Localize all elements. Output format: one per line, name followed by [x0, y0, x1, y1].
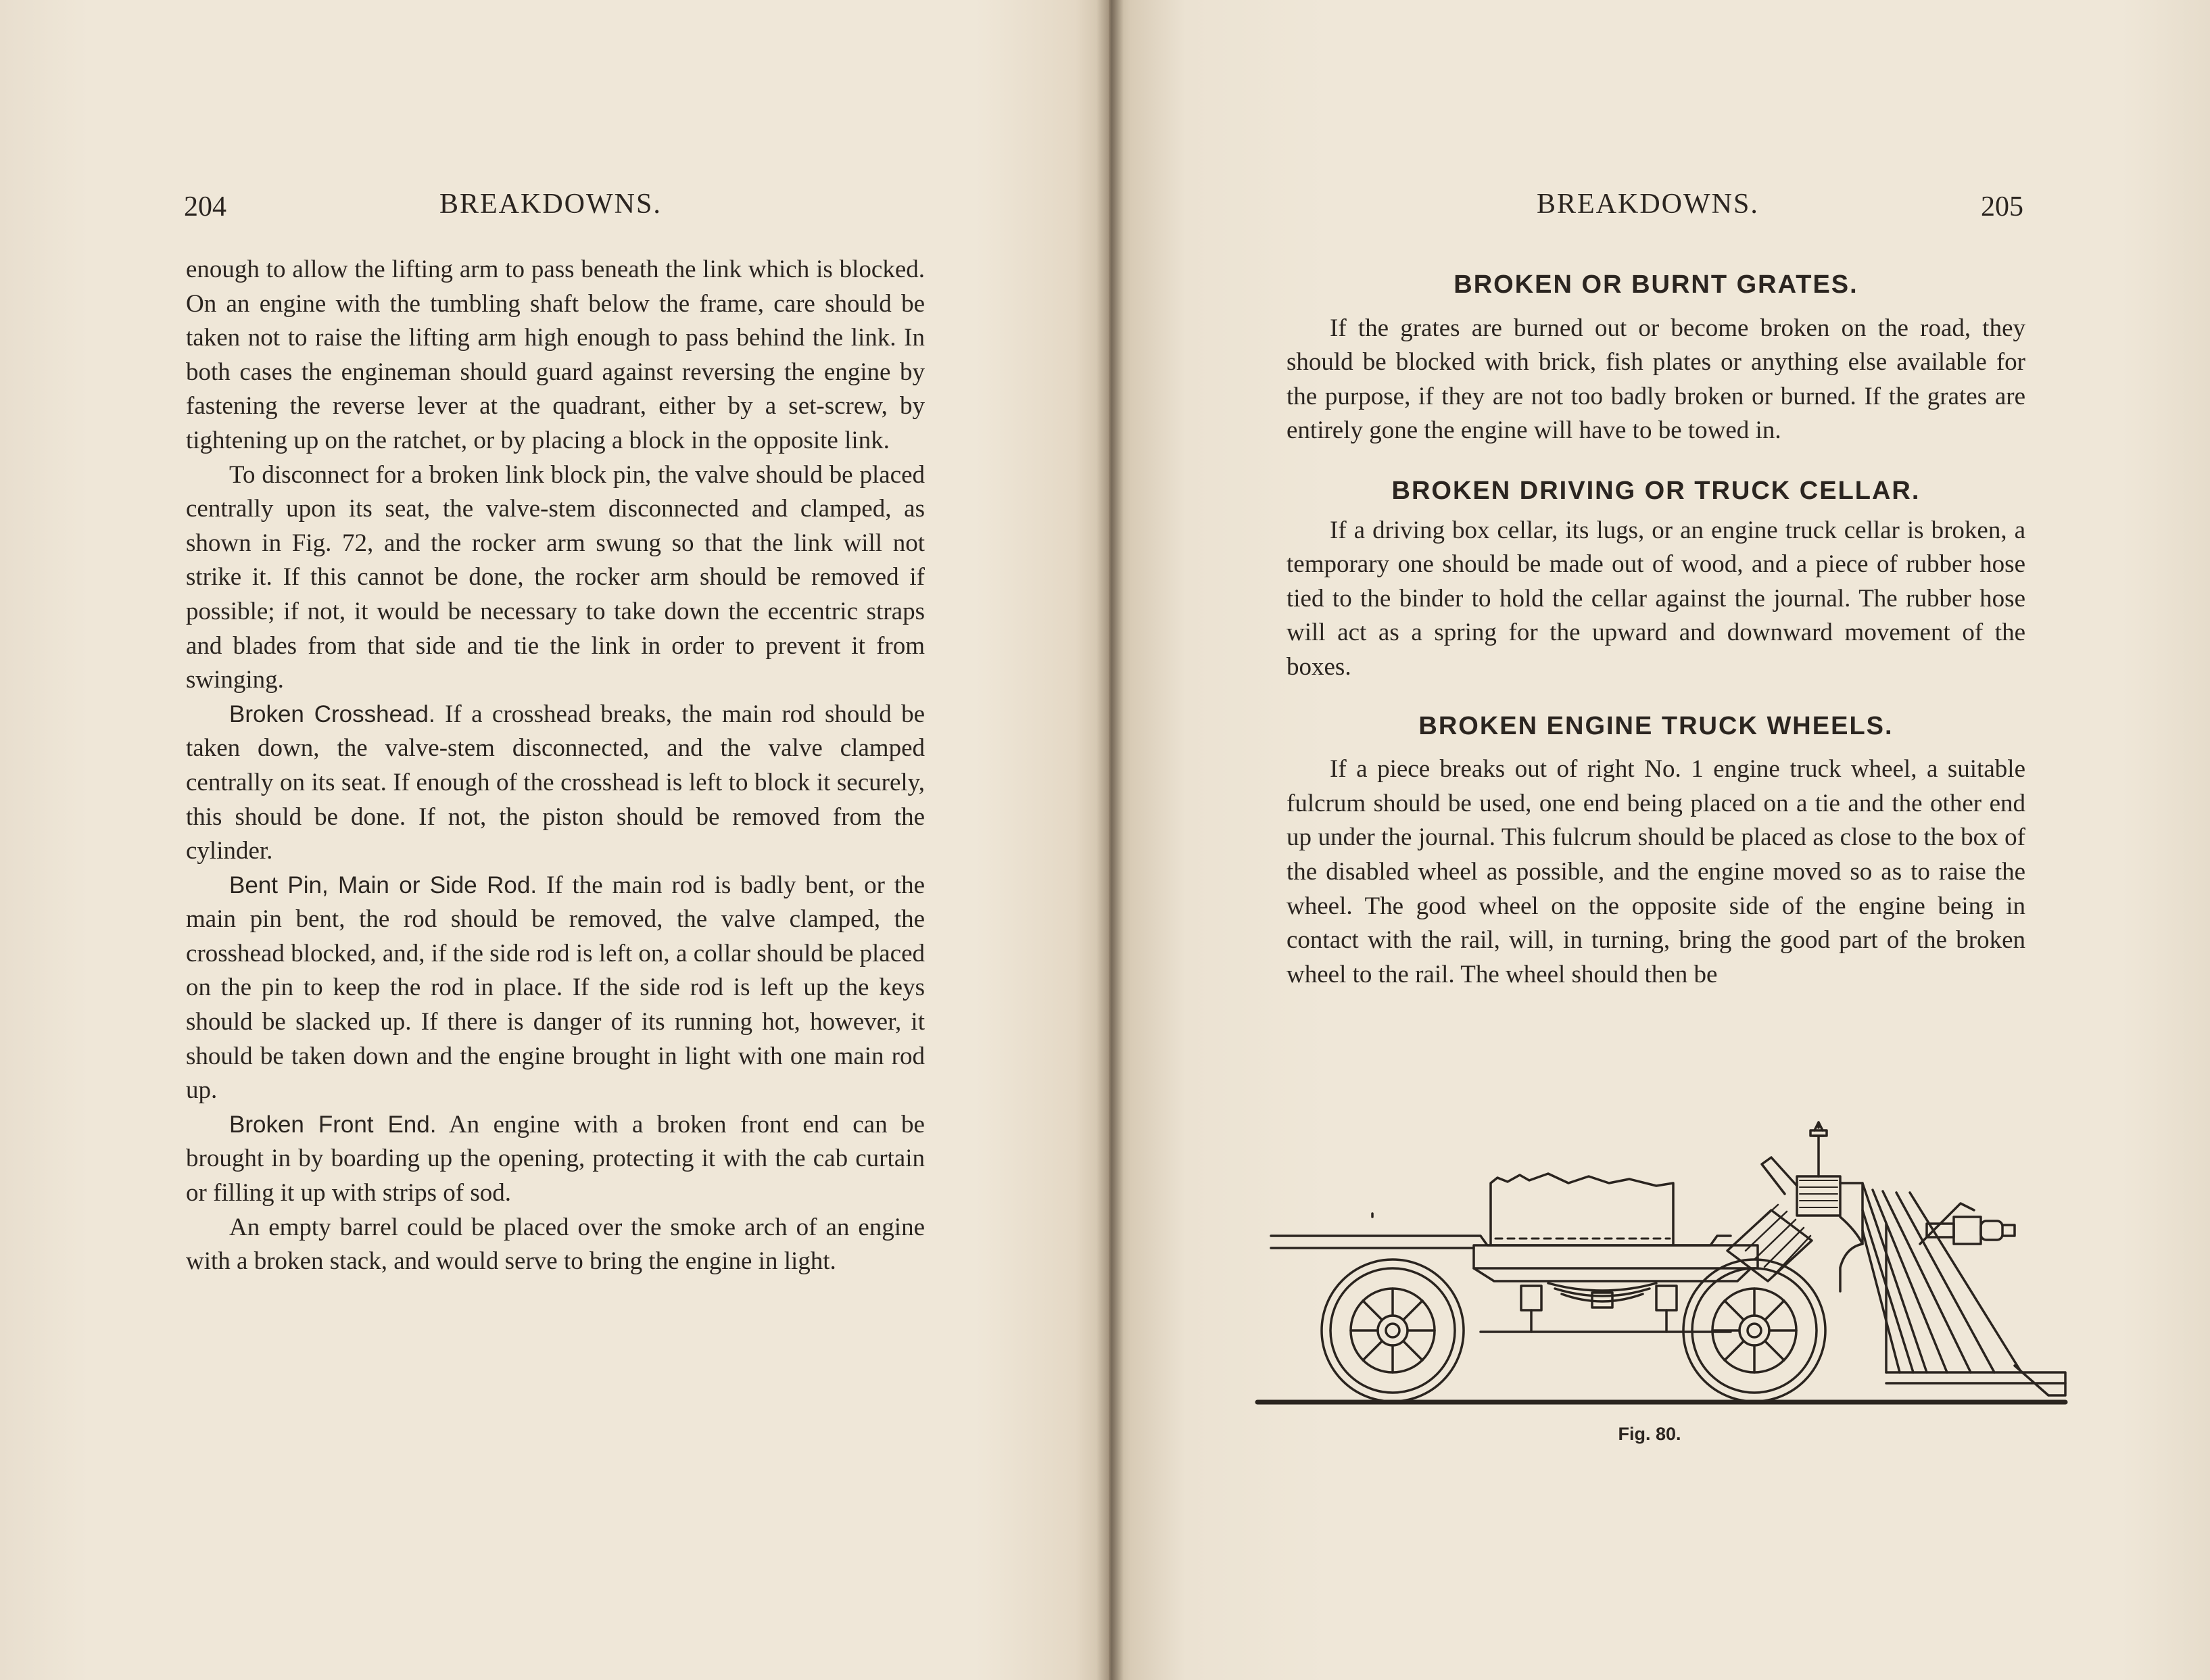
left-body-text	[186, 253, 925, 1279]
paragraph: If a driving box cellar, its lugs, or an engine truck cellar is broken, a temporary one should be made out of wood, and a piece of rubber hose tied to the binder to hold the cellar against the journal. The rubber hose will act as a spring for the upward and downward movement of the boxes.	[1287, 516, 2025, 681]
truck-wheel-right	[1683, 1259, 1825, 1401]
truck-wheel-left	[1322, 1259, 1464, 1401]
running-head-right: BREAKDOWNS.	[1537, 189, 1759, 220]
run-in-heading: Broken Front End.	[229, 1111, 437, 1138]
engine-truck-illustration	[1251, 1115, 2069, 1440]
paragraph	[186, 698, 925, 869]
page-number-left: 204	[184, 191, 226, 222]
section-heading: BROKEN OR BURNT GRATES.	[1454, 270, 1858, 299]
paragraph	[186, 1108, 925, 1211]
figure-caption: Fig. 80.	[1618, 1424, 1681, 1444]
section-heading: BROKEN ENGINE TRUCK WHEELS.	[1418, 711, 1894, 740]
paragraph-body: An engine with a broken front end can be brought in by boarding up the opening, protecting it with the cab curtain or filling it up with strips of sod.	[186, 1110, 925, 1207]
paragraph	[186, 869, 925, 1108]
run-in-heading: Broken Crosshead.	[229, 700, 435, 727]
book-gutter	[1097, 0, 1124, 1680]
paragraph: If the grates are burned out or become broken on the road, they should be blocked with brick, fish plates or anything else available for the purpose, if they are not too badly broken or burned. If the grates are entirely gone the engine will have to be towed in.	[1287, 314, 2025, 445]
paragraph: To disconnect for a broken link block pin, the valve should be placed centrally upon its seat, the valve-stem disconnected and clamped, as shown in Fig. 72, and the rocker arm swung so that the link will not strike it. If this cannot be done, the rocker arm should be removed if possible; if not, it would be necessary to take down the eccentric straps and blades from that side and tie the link in order to prevent it from swinging.	[186, 460, 925, 694]
right-body-text	[1287, 268, 2025, 992]
paragraph: enough to allow the lifting arm to pass beneath the link which is blocked. On an engine with the tumbling shaft below the frame, care should be taken not to raise the lifting arm high enough to pass behind the link. In both cases the engineman should guard against reversing the engine by fastening the reverse lever at the quadrant, either by a set-screw, by tightening up on the ratchet, or by placing a block in the opposite link.	[186, 256, 925, 454]
page-number-right: 205	[1981, 191, 2023, 222]
paragraph: If a piece breaks out of right No. 1 engine truck wheel, a suitable fulcrum should be used, one end being placed on a tie and the other end up under the journal. This fulcrum should be placed as close to the box of the disabled wheel as possible, and the engine moved so as to raise the wheel. The good wheel on the opposite side of the engine being in contact with the rail, will, in turning, bring the good part of the broken wheel to the rail. The wheel should then be	[1287, 755, 2025, 988]
pilot-struts	[1863, 1183, 2065, 1395]
section-heading: BROKEN DRIVING OR TRUCK CELLAR.	[1391, 476, 1921, 505]
paragraph: An empty barrel could be placed over the smoke arch of an engine with a broken stack, and would serve to bring the engine in light.	[186, 1213, 925, 1276]
running-head-left: BREAKDOWNS.	[439, 189, 662, 220]
run-in-heading: Bent Pin, Main or Side Rod.	[229, 871, 537, 898]
paragraph-body: If the main rod is badly bent, or the main pin bent, the rod should be removed, the valve clamped, the crosshead blocked, and, if the side rod is left on, a collar should be placed on the pin to keep the rod in place. If the side rod is left up the keys should be slacked up. If there is danger of its running hot, however, it should be taken down and the engine brought in light with one main rod up.	[186, 871, 925, 1105]
paragraph-body: If a crosshead breaks, the main rod should be taken down, the valve-stem disconnected, and the valve clamped centrally on its seat. If enough of the crosshead is left to block it securely, this should be done. If not, the piston should be removed from the cylinder.	[186, 700, 925, 865]
